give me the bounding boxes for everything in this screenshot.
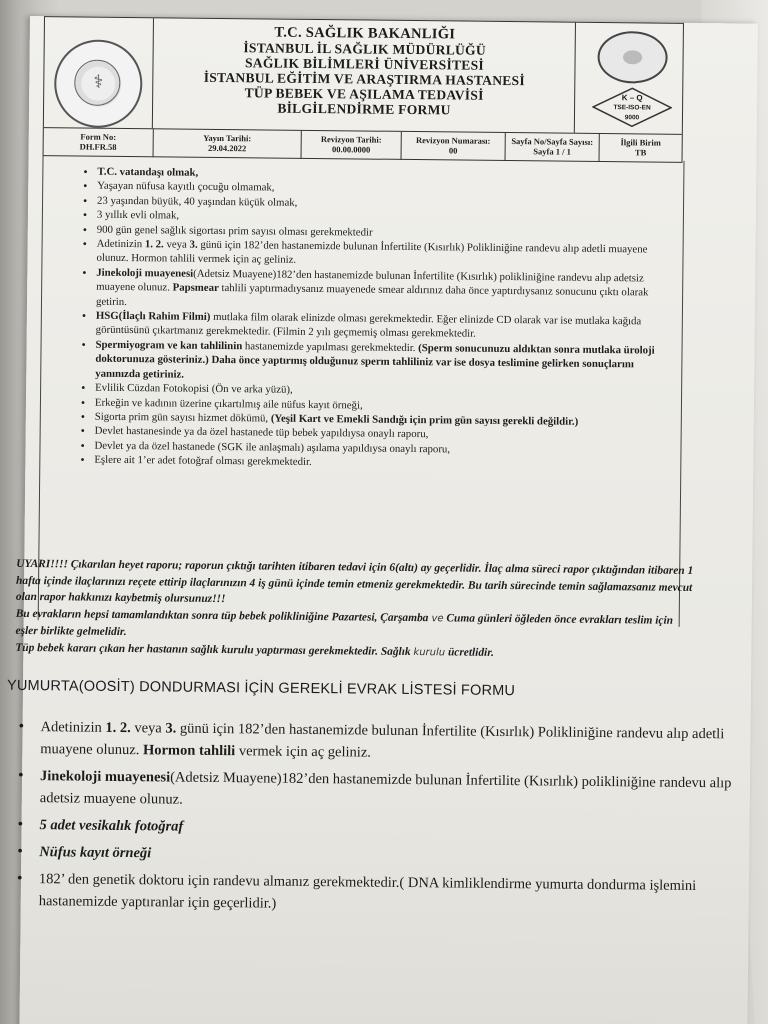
warning-block <box>15 556 696 664</box>
info-cell-form-no: Form No: DH.FR.58 <box>44 128 154 157</box>
list-item: • 3 yıllık evli olmak, <box>83 208 673 229</box>
list-item: • Devlet hastanesinde ya da özel hastanede tüp bebek yapıldıysa onaylı raporu, <box>81 424 671 445</box>
health-board-note: Tüp bebek kararı çıkan her hastanın sağlık kurulu yaptırması gerekmektedir. Sağlık kurulu ücretlidir. <box>15 641 494 659</box>
kq-line: TSE-ISO-EN <box>613 104 651 112</box>
list-item: • HSG(İlaçlı Rahim Filmi) mutlaka film olarak elinizde olması gerekmektedir. Eğer elinizde CD olarak var ise mutlaka kağıda görüntüsünü çıkartmanız gerekmektedir. (Filmin 2 yılı geçmemiş olması gerekmektedir. <box>82 309 672 344</box>
hospital-logo-icon <box>597 31 668 84</box>
list-item: • 5 adet vesikalık fotoğraf <box>17 814 737 844</box>
title-line: TÜP BEBEK VE AŞILAMA TEDAVİSİ <box>244 85 484 103</box>
title-line: T.C. SAĞLIK BAKANLIĞI <box>274 24 456 43</box>
title-line: İSTANBUL EĞİTİM VE ARAŞTIRMA HASTANESİ <box>203 69 526 89</box>
list-item: • Yaşayan nüfusa kayıtlı çocuğu olmamak, <box>83 179 673 200</box>
info-cell-revision-no: Revizyon Numarası: 00 <box>402 132 506 161</box>
form-header <box>43 16 684 163</box>
list-item: • Erkeğin ve kadının üzerine çıkartılmış aile nüfus kayıt örneği, <box>81 395 671 416</box>
title-line: SAĞLIK BİLİMLERİ ÜNİVERSİTESİ <box>244 55 485 73</box>
list-item: • Evlilik Cüzdan Fotokopisi (Ön ve arka yüzü), <box>81 381 671 402</box>
list-item: • Nüfus kayıt örneği <box>17 841 737 871</box>
handwritten-note: kurulu <box>413 646 446 658</box>
info-cell-revision-date: Revizyon Tarihi: 00.00.0000 <box>302 131 402 160</box>
info-cell-page: Sayfa No/Sayfa Sayısı: Sayfa 1 / 1 <box>506 133 600 162</box>
info-cell-unit: İlgili Birim TB <box>620 137 661 158</box>
handwritten-note: ve <box>428 612 444 624</box>
document-page <box>6 16 758 1024</box>
list-item: • Eşlere ait 1’er adet fotoğraf olması gerekmektedir. <box>80 453 670 474</box>
kq-certification-badge <box>592 87 672 128</box>
title-line: İSTANBUL İL SAĞLIK MÜDÜRLÜĞÜ <box>243 40 487 58</box>
section-title: YUMURTA(OOSİT) DONDURMASI İÇİN GEREKLİ EVRAK LİSTESİ FORMU <box>6 677 516 700</box>
list-item: • Adetinizin 1. 2. veya 3. günü için 182’den hastanemizde bulunan İnfertilite (Kısırlık) Polikliniğine randevu alıp adetli muayene olunuz. Hormon tahlili vermek için aç geliniz. <box>82 237 672 272</box>
info-cell-publish-date: Yayın Tarihi: 29.04.2022 <box>154 129 302 159</box>
kq-line: K – Q <box>621 93 643 103</box>
list-item: • Devlet ya da özel hastanede (SGK ile anlaşmalı) aşılama yapıldıysa onaylı raporu, <box>80 438 670 459</box>
kq-line: 9000 <box>624 114 640 122</box>
list-item: • Jinekoloji muayenesi(Adetsiz Muayene)182’den hastanemizde bulunan İnfertilite (Kısırlık) polikliniğine randevu alıp adetsiz muayene olunuz. <box>18 765 738 817</box>
title-line: BİLGİLENDİRME FORMU <box>277 100 451 118</box>
ministry-seal-icon: ⚕ <box>54 39 143 128</box>
list-item: • Adetinizin 1. 2. veya 3. günü için 182’den hastanemizde bulunan İnfertilite (Kısırlık) Polikliniğine randevu alıp adetli muayene olunuz. Hormon tahlili vermek için aç geliniz. <box>18 716 738 768</box>
form-title <box>154 24 575 118</box>
delivery-note: Bu evrakların hepsi tamamlandıktan sonra tüp bebek polikliniğine Pazartesi, Çarşamba ve Cuma günleri öğleden önce evrakları teslim için eşler birlikte gelmelidir. <box>15 607 674 639</box>
requirements-box <box>38 154 685 627</box>
list-item: • 900 gün genel sağlık sigortası prim sayısı olması gerekmektedir <box>83 222 673 243</box>
oocyte-freezing-list <box>17 716 739 925</box>
list-item: • Jinekoloji muayenesi(Adetsiz Muayene)182’den hastanemizde bulunan İnfertilite (Kısırlık) polikliniğine randevu alıp adetsiz muayene olunuz. Papsmear tahlili yaptırmadıysanız muayenede smear aldırınız daha önce yaptırdıysanız sonucunu çıktı olarak getirin. <box>82 265 672 314</box>
list-item: • 182’ den genetik doktoru için randevu almanız gerekmektedir.( DNA kimliklendirme yumurta dondurma işlemini hastanemizde yaptıranlar için geçerlidir.) <box>17 868 737 920</box>
list-item: • Spermiyogram ve kan tahlilinin hastanemizde yapılması gerekmektedir. (Sperm sonucunuzu aldıktan sonra mutlaka üroloji doktorunuza gösteriniz.) Daha önce yaptırmış olduğunuz sperm tahliliniz var ise dosya teslimine gelirken sonuçlarını yanınızda getiriniz. <box>81 337 671 386</box>
list-item: • 23 yaşından büyük, 40 yaşından küçük olmak, <box>83 193 673 214</box>
list-item: • Sigorta prim gün sayısı hizmet dökümü, (Yeşil Kart ve Emekli Sandığı için prim gün sayısı gerekli değildir.) <box>81 409 671 430</box>
list-item: • T.C. vatandaşı olmak, <box>83 165 673 186</box>
warning-text: UYARI!!!! Çıkarılan heyet raporu; raporun çıktığı tarihten itibaren tedavi için 6(altı) ay geçerlidir. İlaç alma süreci rapor çıktığından itibaren 1 hafta içinde ilaçlarınızı reçete ettirip ilaçlarınızın 4 iş günü içinde temin etmeniz gerekmektedir. Bu tarih sürecinde temin sağlamazsanız mevcut olan rapor hakkınızı kaybetmiş olursunuz!!! <box>15 557 694 606</box>
requirements-list <box>80 165 673 474</box>
